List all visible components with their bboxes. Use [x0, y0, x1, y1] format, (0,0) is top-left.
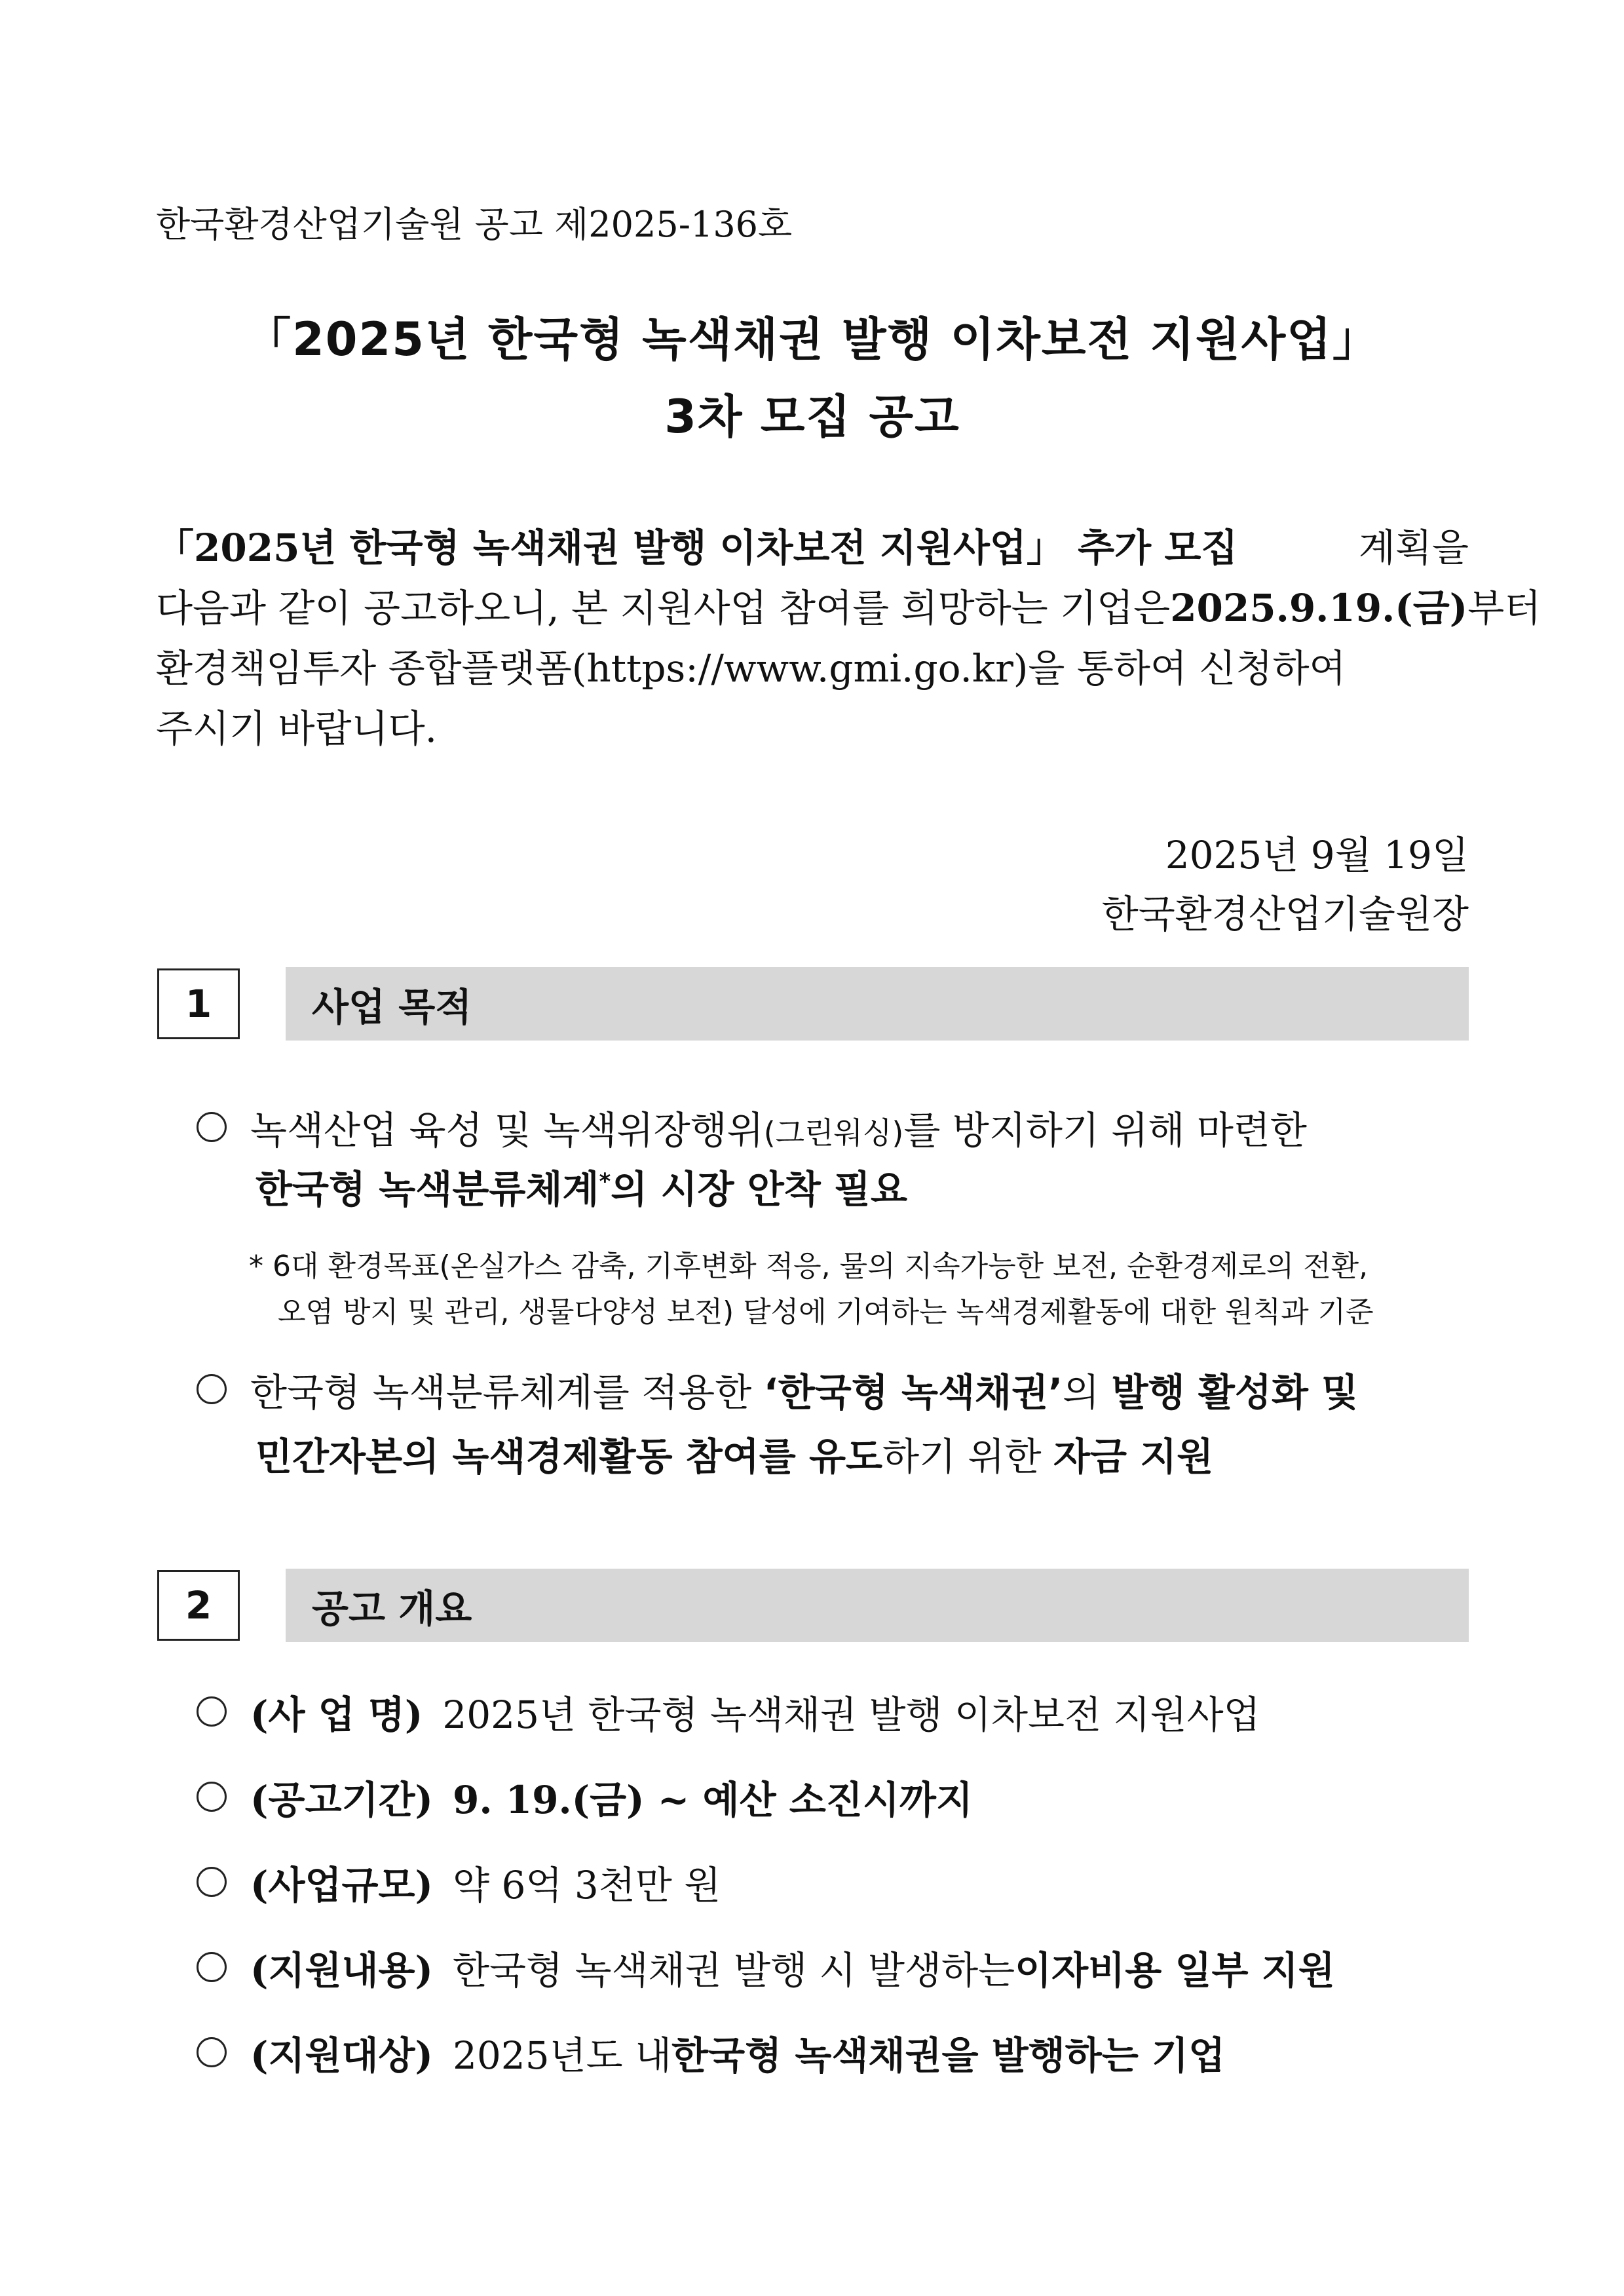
bullet-text: 자금 지원 — [1053, 1434, 1214, 1479]
overview-row — [197, 2025, 1225, 2080]
intro-text: 주시기 바랍니다. — [156, 706, 438, 751]
overview-label: (사업규모) — [250, 1863, 433, 1907]
intro-start-date: 2025.9.19.(금) — [1170, 586, 1468, 630]
notice-number: 한국환경산업기술원 공고 제2025-136호 — [156, 204, 793, 245]
bullet-text: 한국형 녹색분류체계를 적용한 — [250, 1370, 764, 1415]
intro-line-4 — [156, 698, 1469, 759]
bullet-circle-icon — [197, 1374, 227, 1404]
overview-row — [197, 1769, 973, 1824]
bullet-text: 한국형 녹색분류체계 — [255, 1167, 599, 1212]
bullet-text: (그린워싱) — [763, 1115, 904, 1151]
section-1-title: 사업 목적 — [286, 967, 1469, 1041]
bullet-text: 를 방지하기 위해 마련한 — [903, 1108, 1307, 1153]
overview-row — [197, 1684, 1260, 1739]
bullet-circle-icon — [197, 1696, 227, 1727]
overview-label: (사 업 명) — [250, 1693, 423, 1737]
section-2-title: 공고 개요 — [286, 1569, 1469, 1642]
bullet-circle-icon — [197, 1952, 227, 1982]
intro-plan-text: 계획을 — [1358, 526, 1469, 570]
overview-value: 이자비용 일부 지원 — [1015, 1948, 1335, 1993]
overview-value: 9. 19.(금) ~ 예산 소진시까지 — [453, 1778, 973, 1822]
bullet-text: 의 시장 안착 필요 — [611, 1167, 908, 1212]
overview-value: 약 6억 3천만 원 — [453, 1863, 721, 1907]
bullet-text: 의 — [1063, 1370, 1112, 1415]
intro-text: 다음과 같이 공고하오니, 본 지원사업 참여를 희망하는 기업은 — [156, 586, 1171, 630]
section-1-number: 1 — [157, 968, 240, 1039]
section-1-note-1: * 6대 환경목표(온실가스 감축, 기후변화 적응, 물의 지속가능한 보전, 순환경제로의 전환, — [249, 1250, 1369, 1283]
footnote-mark: * — [599, 1168, 611, 1195]
section-1-bullet-1 — [197, 1100, 1469, 1155]
overview-value: 2025년도 내 — [453, 2033, 672, 2078]
overview-row — [197, 1940, 1335, 1995]
intro-line-3 — [156, 638, 1469, 698]
intro-text: 부터 — [1467, 586, 1541, 630]
section-1-bullet-2 — [197, 1362, 1469, 1417]
bullet-circle-icon — [197, 1782, 227, 1812]
title-line-1: 「2025년 한국형 녹색채권 발행 이차보전 지원사업」 — [245, 313, 1380, 366]
overview-label: (공고기간) — [250, 1778, 433, 1822]
issuer-name: 한국환경산업기술원장 — [1101, 892, 1469, 936]
intro-additional-recruit: 추가 모집 — [1064, 526, 1238, 570]
overview-value: 한국형 녹색채권 발행 시 발생하는 — [453, 1948, 1015, 1993]
notice-date: 2025년 9월 19일 — [1165, 833, 1469, 877]
bullet-text: 하기 위한 — [882, 1434, 1054, 1479]
intro-line-2 — [156, 578, 1541, 638]
section-1-note-2: 오염 방지 및 관리, 생물다양성 보전) 달성에 기여하는 녹색경제활동에 대한 원칙과 기준 — [278, 1295, 1374, 1329]
intro-program-name: 「2025년 한국형 녹색채권 발행 이차보전 지원사업」 — [156, 526, 1065, 570]
overview-label: (지원대상) — [250, 2033, 433, 2078]
bullet-text: 발행 활성화 및 — [1111, 1370, 1359, 1415]
intro-paragraph — [156, 518, 1541, 759]
bullet-text: ‘한국형 녹색채권’ — [763, 1370, 1063, 1415]
bullet-text: 민간자본의 녹색경제활동 참여를 유도 — [255, 1434, 883, 1479]
section-2-number: 2 — [157, 1570, 240, 1641]
bullet-circle-icon — [197, 1867, 227, 1897]
bullet-circle-icon — [197, 1112, 227, 1142]
overview-row — [197, 1854, 721, 1909]
title-line-2: 3차 모집 공고 — [664, 390, 960, 444]
bullet-circle-icon — [197, 2037, 227, 2067]
overview-value: 2025년 한국형 녹색채권 발행 이차보전 지원사업 — [442, 1693, 1260, 1737]
bullet-text: 녹색산업 육성 및 녹색위장행위 — [250, 1108, 764, 1153]
section-1-bullet-1-cont — [255, 1158, 907, 1214]
overview-value: 한국형 녹색채권을 발행하는 기업 — [671, 2033, 1226, 2078]
overview-label: (지원내용) — [250, 1948, 433, 1993]
intro-line-1 — [156, 518, 1469, 578]
section-1-bullet-2-cont — [255, 1426, 1213, 1481]
intro-text: 환경책임투자 종합플랫폼(https://www.gmi.go.kr)을 통하여 신청하여 — [156, 646, 1346, 691]
